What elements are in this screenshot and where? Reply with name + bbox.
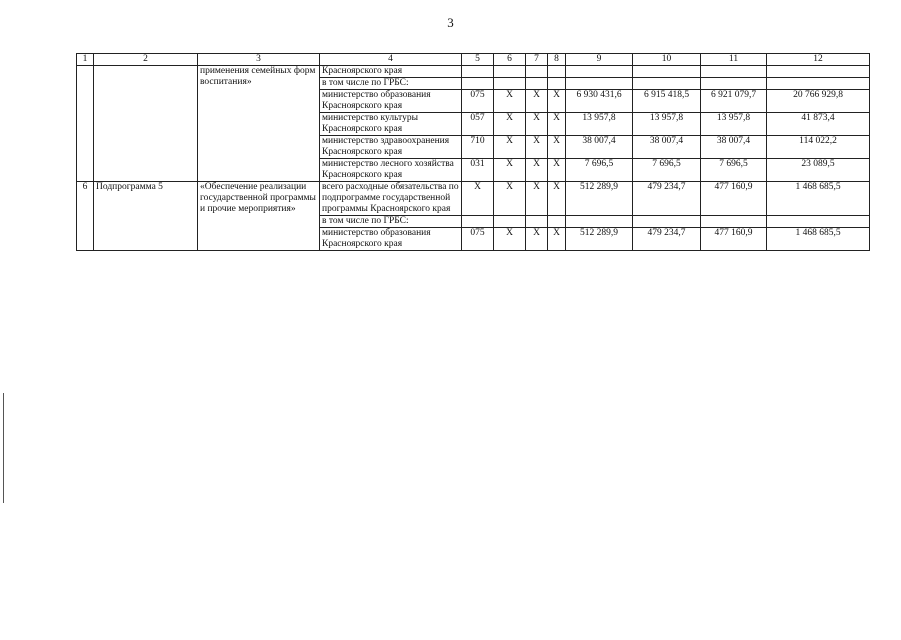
cell-c6: X	[494, 228, 526, 251]
cell-grbs: министерство здравоохранения Красноярского края	[320, 136, 462, 159]
cell-code	[462, 66, 494, 78]
cell-code: X	[462, 182, 494, 216]
col-header: 11	[701, 54, 767, 66]
cell-c8	[548, 78, 566, 90]
cell-grbs: министерство культуры Красноярского края	[320, 113, 462, 136]
cell-year1: 13 957,8	[566, 113, 633, 136]
cell-c7	[526, 216, 548, 228]
cell-year3: 6 921 079,7	[701, 90, 767, 113]
cell-year3	[701, 216, 767, 228]
cell-year2: 7 696,5	[633, 159, 701, 182]
cell-year1: 512 289,9	[566, 182, 633, 216]
cell-c7: X	[526, 159, 548, 182]
cell-c7	[526, 66, 548, 78]
cell-total: 1 468 685,5	[767, 228, 870, 251]
cell-code: 710	[462, 136, 494, 159]
cell-c8	[548, 66, 566, 78]
cell-index: 6	[77, 182, 94, 251]
cell-code: 031	[462, 159, 494, 182]
cell-year3: 13 957,8	[701, 113, 767, 136]
cell-year2	[633, 78, 701, 90]
column-number-row	[77, 54, 870, 66]
cell-grbs: министерство образования Красноярского края	[320, 90, 462, 113]
cell-year1: 7 696,5	[566, 159, 633, 182]
cell-total	[767, 66, 870, 78]
cell-year1: 38 007,4	[566, 136, 633, 159]
cell-c7: X	[526, 113, 548, 136]
cell-index	[77, 66, 94, 182]
cell-code	[462, 216, 494, 228]
cell-c7	[526, 78, 548, 90]
cell-c6: X	[494, 182, 526, 216]
cell-grbs: министерство лесного хозяйства Красноярского края	[320, 159, 462, 182]
cell-grbs: всего расходные обязательства по подпрограмме государственной программы Красноярского края	[320, 182, 462, 216]
cell-c6: X	[494, 90, 526, 113]
cell-subprogram: Подпрограмма 5	[94, 182, 198, 251]
cell-total: 20 766 929,8	[767, 90, 870, 113]
cell-c8	[548, 216, 566, 228]
col-header: 1	[77, 54, 94, 66]
cell-subprogram	[94, 66, 198, 182]
cell-year1	[566, 66, 633, 78]
cell-year3: 477 160,9	[701, 228, 767, 251]
cell-year2	[633, 216, 701, 228]
cell-total: 1 468 685,5	[767, 182, 870, 216]
cell-c7: X	[526, 136, 548, 159]
col-header: 4	[320, 54, 462, 66]
cell-year3	[701, 66, 767, 78]
col-header: 8	[548, 54, 566, 66]
cell-grbs: министерство образования Красноярского края	[320, 228, 462, 251]
table-row	[77, 66, 870, 78]
cell-c6: X	[494, 159, 526, 182]
col-header: 3	[198, 54, 320, 66]
cell-c6: X	[494, 136, 526, 159]
scan-edge-mark	[3, 393, 4, 503]
cell-year2	[633, 66, 701, 78]
cell-year3: 477 160,9	[701, 182, 767, 216]
cell-total: 41 873,4	[767, 113, 870, 136]
cell-year1	[566, 78, 633, 90]
cell-year2: 479 234,7	[633, 228, 701, 251]
cell-c8: X	[548, 136, 566, 159]
cell-year2: 13 957,8	[633, 113, 701, 136]
cell-year2: 38 007,4	[633, 136, 701, 159]
cell-c7: X	[526, 182, 548, 216]
cell-c8: X	[548, 228, 566, 251]
col-header: 12	[767, 54, 870, 66]
cell-event-name: применения семейных форм воспитания»	[198, 66, 320, 182]
col-header: 9	[566, 54, 633, 66]
table-row	[77, 182, 870, 216]
cell-c8: X	[548, 182, 566, 216]
cell-c8: X	[548, 90, 566, 113]
cell-year3: 7 696,5	[701, 159, 767, 182]
cell-code: 057	[462, 113, 494, 136]
col-header: 7	[526, 54, 548, 66]
cell-year1	[566, 216, 633, 228]
cell-total	[767, 216, 870, 228]
cell-event-name: «Обеспечение реализации государственной программы и прочие мероприятия»	[198, 182, 320, 251]
cell-c6	[494, 66, 526, 78]
cell-c6	[494, 216, 526, 228]
cell-year1: 6 930 431,6	[566, 90, 633, 113]
col-header: 6	[494, 54, 526, 66]
cell-total: 114 022,2	[767, 136, 870, 159]
cell-year3	[701, 78, 767, 90]
cell-c7: X	[526, 90, 548, 113]
budget-table	[76, 53, 870, 251]
cell-year2: 6 915 418,5	[633, 90, 701, 113]
cell-year3: 38 007,4	[701, 136, 767, 159]
cell-code: 075	[462, 228, 494, 251]
cell-code	[462, 78, 494, 90]
cell-code: 075	[462, 90, 494, 113]
cell-grbs: Красноярского края	[320, 66, 462, 78]
cell-grbs: в том числе по ГРБС:	[320, 78, 462, 90]
col-header: 10	[633, 54, 701, 66]
col-header: 5	[462, 54, 494, 66]
cell-year2: 479 234,7	[633, 182, 701, 216]
cell-total	[767, 78, 870, 90]
col-header: 2	[94, 54, 198, 66]
cell-c8: X	[548, 113, 566, 136]
cell-c7: X	[526, 228, 548, 251]
cell-grbs: в том числе по ГРБС:	[320, 216, 462, 228]
cell-c6	[494, 78, 526, 90]
cell-c8: X	[548, 159, 566, 182]
cell-total: 23 089,5	[767, 159, 870, 182]
page-number: 3	[447, 15, 454, 30]
cell-c6: X	[494, 113, 526, 136]
cell-year1: 512 289,9	[566, 228, 633, 251]
